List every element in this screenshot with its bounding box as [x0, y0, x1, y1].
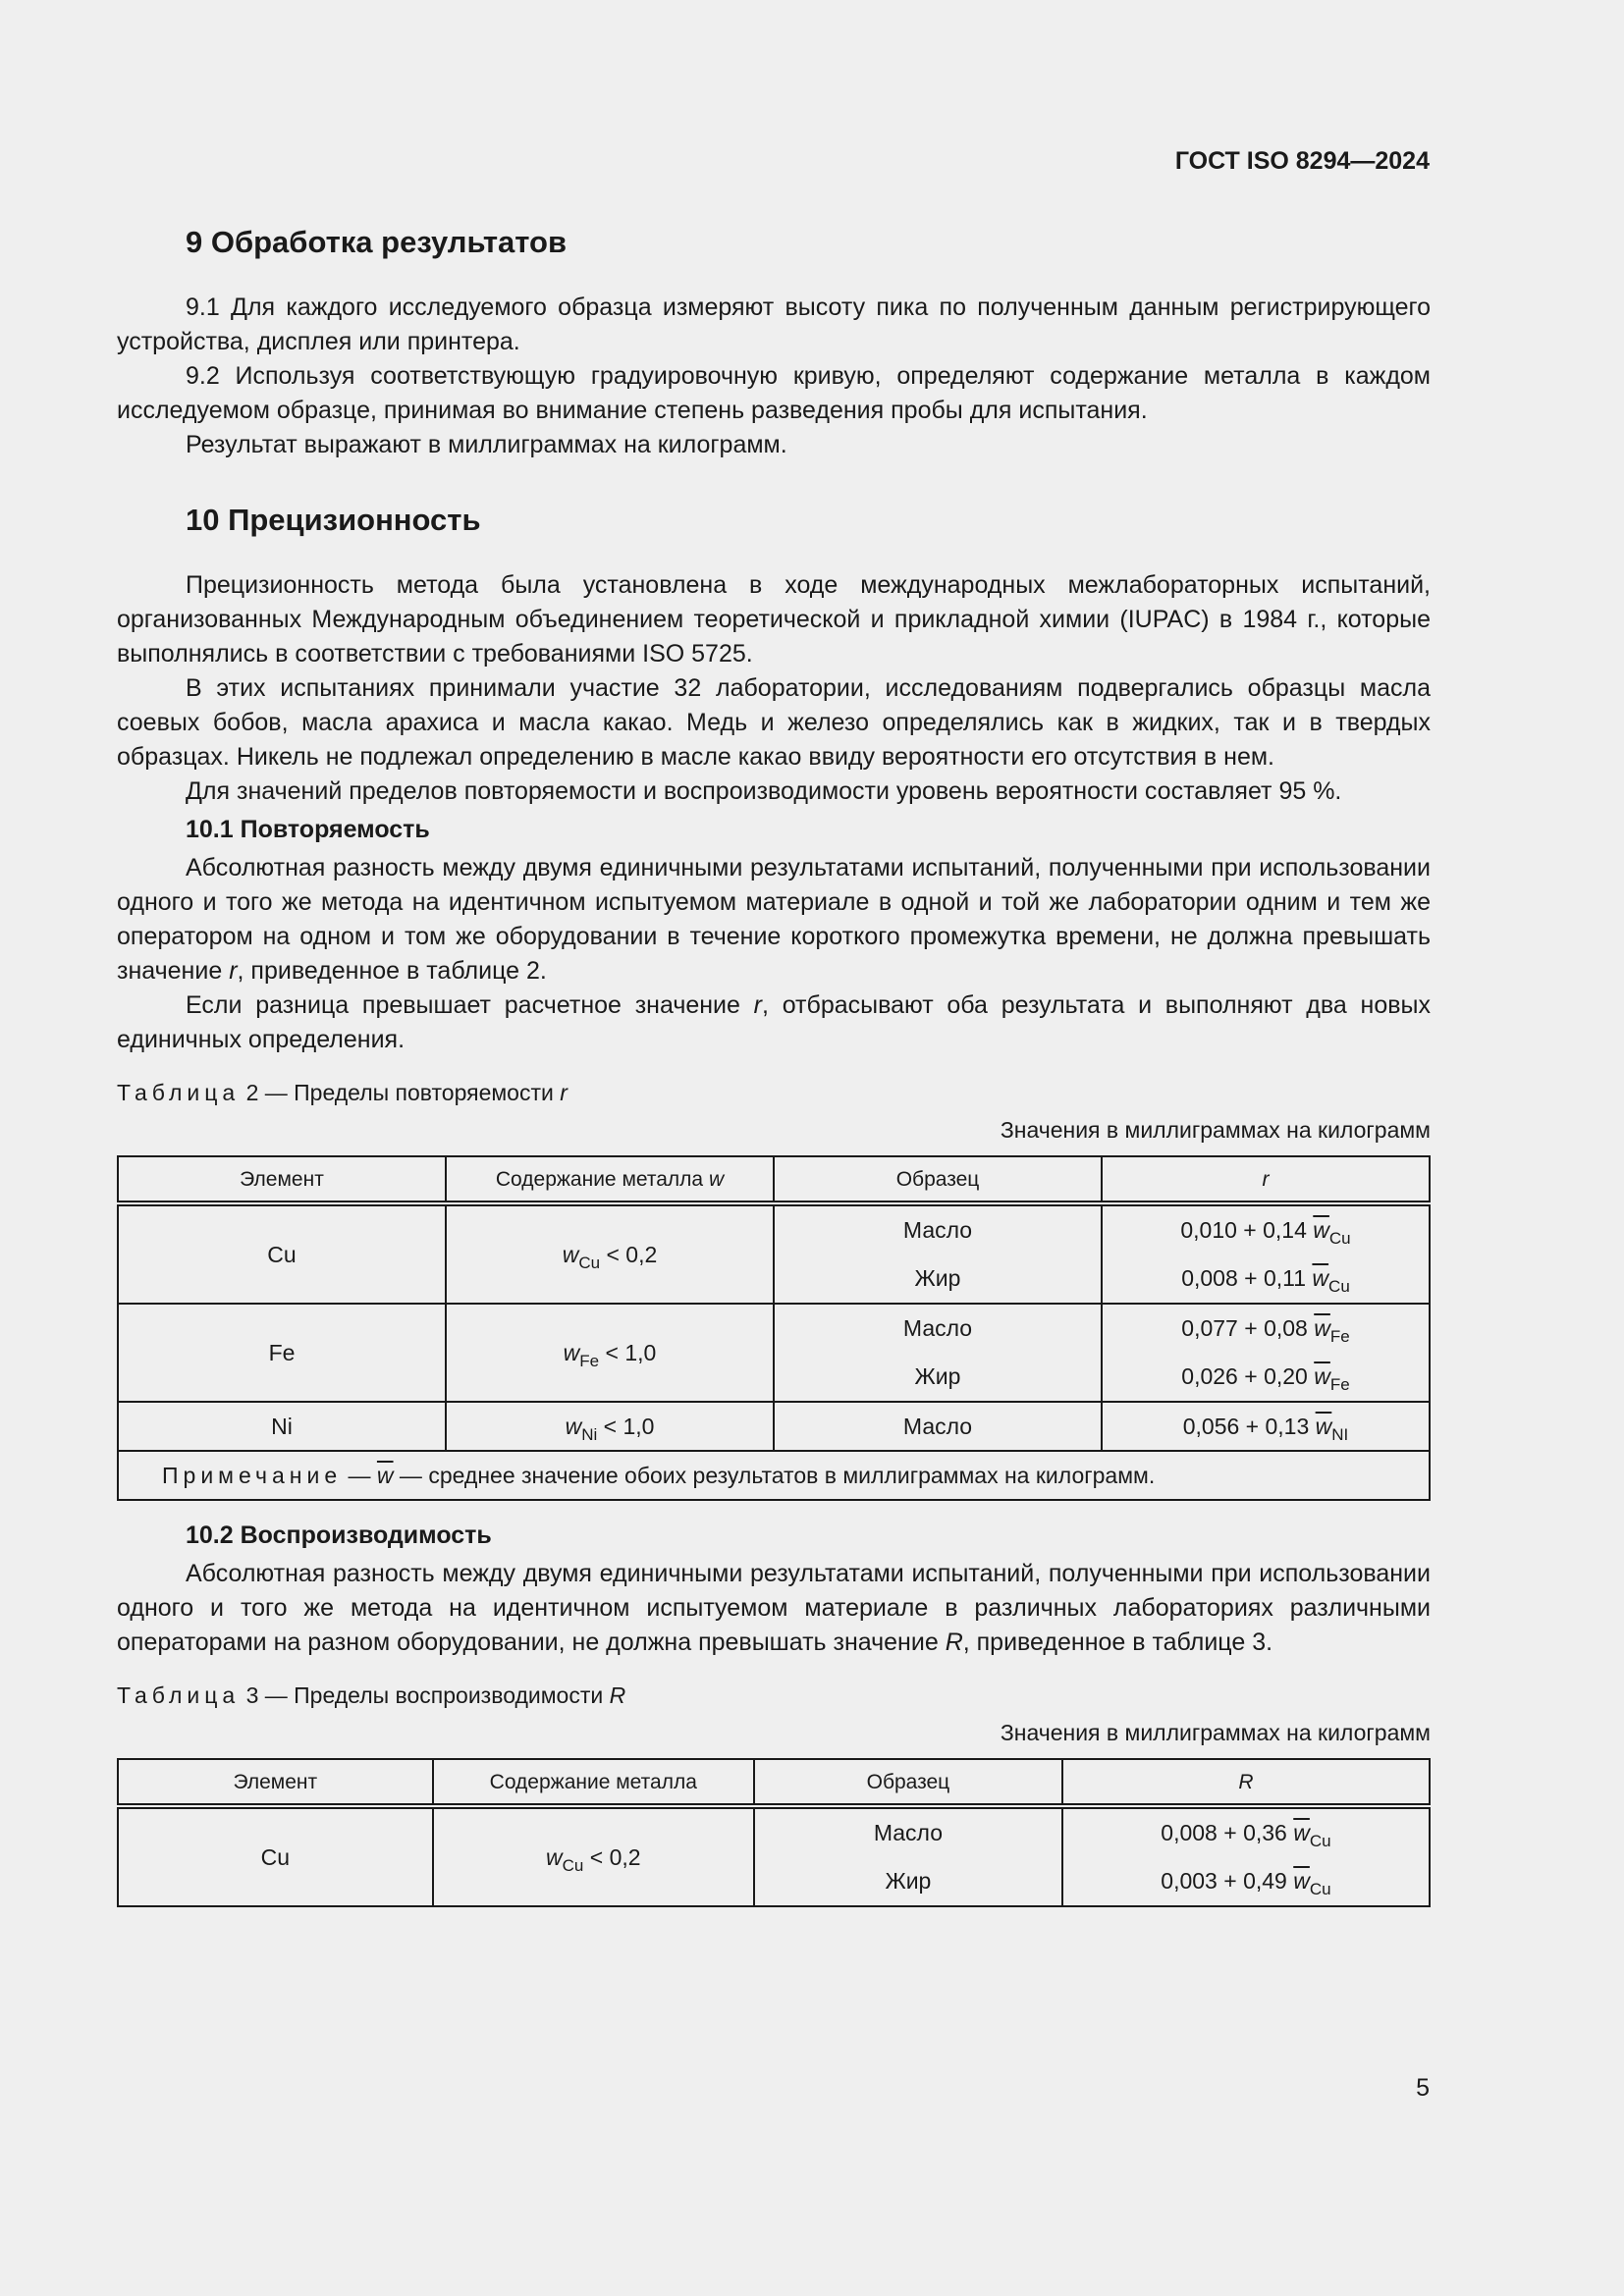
symbol-sub: Cu — [578, 1253, 601, 1272]
text-run: , приведенное в таблице 2. — [237, 957, 547, 985]
limit-formula — [1069, 1857, 1423, 1905]
formula-sub: Fe — [1329, 1375, 1350, 1394]
table-row — [118, 1203, 1430, 1304]
caption-label: Таблица — [117, 1080, 241, 1105]
cell-element: Ni — [118, 1402, 446, 1451]
table-3-units: Значения в миллиграммах на килограмм — [1000, 1720, 1431, 1745]
paragraph-10-2-definition — [117, 1557, 1431, 1660]
limit-formula — [1109, 1353, 1423, 1401]
caption-symbol: r — [560, 1080, 568, 1105]
cell-content — [446, 1402, 774, 1451]
cell-element: Cu — [118, 1806, 433, 1906]
mean-w: $\overline{w}$ — [1313, 1217, 1329, 1243]
symbol-w: w — [565, 1413, 582, 1439]
text-run: Если разница превышает расчетное значение — [186, 991, 754, 1019]
header-symbol: w — [708, 1167, 725, 1191]
table-3-caption — [117, 1680, 1431, 1711]
limit-formula — [1109, 1206, 1423, 1255]
table-3-reproducibility — [117, 1758, 1431, 1907]
header-text: Содержание металла — [495, 1167, 709, 1191]
caption-text: 2 — Пределы повторяемости — [240, 1080, 561, 1105]
cell-sample — [754, 1806, 1062, 1906]
table-header-row — [118, 1759, 1430, 1806]
header-symbol: R — [1238, 1770, 1254, 1793]
cell-element: Cu — [118, 1203, 446, 1304]
table-row — [118, 1806, 1430, 1906]
paragraph-9-result: Результат выражают в миллиграммах на килограмм. — [186, 431, 787, 458]
page-number: 5 — [1416, 2074, 1430, 2102]
sample-name: Масло — [902, 1315, 973, 1341]
cell-element: Fe — [118, 1304, 446, 1402]
formula-sub: Cu — [1309, 1832, 1331, 1850]
table-row — [118, 1304, 1430, 1402]
symbol-sub: Fe — [579, 1351, 600, 1370]
table-2-repeatability — [117, 1155, 1431, 1501]
cell-limit — [1102, 1304, 1430, 1402]
condition: < 1,0 — [597, 1413, 655, 1439]
mean-w: $\overline{w}$ — [1314, 1315, 1330, 1341]
formula-text: 0,008 + 0,11 — [1181, 1265, 1313, 1291]
cell-limit — [1102, 1402, 1430, 1451]
symbol-R: R — [945, 1629, 963, 1656]
limit-formula — [1109, 1305, 1423, 1353]
note-text: — среднее значение обоих результатов в миллиграммах на килограмм. — [393, 1462, 1156, 1488]
paragraph-9-2: 9.2 Используя соответствующую градуировочную кривую, определяют содержание металла в каждом исследуемом образце, принимая во внимание степень разведения пробы для испытания. — [117, 362, 1431, 424]
formula-sub: Fe — [1329, 1327, 1350, 1346]
cell-content — [446, 1203, 774, 1304]
mean-w: $\overline{w}$ — [1314, 1363, 1330, 1389]
symbol-sub: Ni — [581, 1424, 598, 1444]
cell-limit — [1102, 1203, 1430, 1304]
table-2-caption — [117, 1077, 1431, 1108]
section-10-title: 10 Прецизионность — [186, 503, 481, 537]
symbol-w: w — [563, 1339, 580, 1365]
sample-name: Масло — [902, 1217, 973, 1243]
condition: < 0,2 — [600, 1241, 658, 1267]
formula-text: 0,056 + 0,13 — [1182, 1413, 1316, 1439]
caption-symbol: R — [609, 1682, 626, 1708]
mean-w: $\overline{w}$ — [1315, 1413, 1332, 1439]
header-content: Содержание металла — [433, 1759, 754, 1806]
sample-name: Жир — [914, 1265, 961, 1291]
mean-w: $\overline{w}$ — [1293, 1868, 1310, 1894]
limit-formula — [1109, 1255, 1423, 1303]
formula-sub: NI — [1331, 1424, 1349, 1444]
header-element: Элемент — [118, 1759, 433, 1806]
page-content — [117, 220, 1431, 1907]
header-content — [446, 1156, 774, 1203]
paragraph-10-1-exceed — [117, 988, 1431, 1057]
subsection-10-1-title: 10.1 Повторяемость — [186, 816, 430, 843]
paragraph-10-probability: Для значений пределов повторяемости и воспроизводимости уровень вероятности составляет 95 %. — [186, 777, 1342, 805]
table-row — [118, 1402, 1430, 1451]
table-2-units: Значения в миллиграммах на килограмм — [1000, 1117, 1431, 1143]
text-run: , отбрасывают оба результата и выполняют два новых единичных определения. — [117, 991, 1431, 1053]
header-element: Элемент — [118, 1156, 446, 1203]
text-run: Абсолютная разность между двумя единичными результатами испытаний, полученными при использовании одного и того же метода на идентичном испытуемом материале в различных лабораториях различными операторами на разном оборудовании, не должна превышать значение — [117, 1560, 1431, 1656]
header-limit — [1102, 1156, 1430, 1203]
formula-sub: Cu — [1328, 1229, 1351, 1248]
formula-sub: Cu — [1309, 1880, 1331, 1898]
cell-sample — [774, 1203, 1102, 1304]
note-label: Примечание — [162, 1462, 343, 1488]
condition: < 1,0 — [599, 1339, 657, 1365]
text-run: Абсолютная разность между двумя единичными результатами испытаний, полученными при использовании одного и того же метода на идентичном испытуемом материале в одной и той же лаборатории одним и тем же оператором на одном и том же оборудовании в течение короткого промежутка времени, не должна превышать значение — [117, 854, 1431, 985]
formula-sub: Cu — [1328, 1277, 1350, 1296]
subsection-10-2-title: 10.2 Воспроизводимость — [186, 1522, 492, 1549]
caption-label: Таблица — [117, 1682, 241, 1708]
formula-text: 0,026 + 0,20 — [1181, 1363, 1315, 1389]
sample-name: Масло — [873, 1820, 943, 1845]
standard-code: ГОСТ ISO 8294—2024 — [1174, 147, 1430, 175]
formula-text: 0,003 + 0,49 — [1161, 1868, 1294, 1894]
caption-text: 3 — Пределы воспроизводимости — [240, 1682, 610, 1708]
symbol-w: w — [562, 1241, 579, 1267]
table-note — [118, 1451, 1430, 1500]
cell-content — [446, 1304, 774, 1402]
cell-sample: Масло — [774, 1402, 1102, 1451]
sample-name: Жир — [885, 1868, 932, 1894]
mean-w: $\overline{w}$ — [1312, 1265, 1329, 1291]
header-limit — [1062, 1759, 1430, 1806]
formula-text: 0,010 + 0,14 — [1180, 1217, 1314, 1243]
limit-formula — [1069, 1809, 1423, 1857]
symbol-r: r — [753, 991, 762, 1019]
note-dash: — — [342, 1462, 377, 1488]
paragraph-10-trials: В этих испытаниях принимали участие 32 лаборатории, исследованиям подвергались образцы масла соевых бобов, масла арахиса и масла какао. Медь и железо определялись как в жидких, так и в твердых образцах. Никель не подлежал определению в масле какао ввиду вероятности его отсутствия в нем. — [117, 674, 1431, 771]
text-run: , приведенное в таблице 3. — [962, 1629, 1273, 1656]
header-sample: Образец — [774, 1156, 1102, 1203]
paragraph-9-1: 9.1 Для каждого исследуемого образца измеряют высоту пика по полученным данным регистрирующего устройства, дисплея или принтера. — [117, 294, 1431, 355]
section-9-title: 9 Обработка результатов — [186, 225, 568, 259]
symbol-w: w — [546, 1843, 563, 1870]
cell-sample — [774, 1304, 1102, 1402]
paragraph-10-intro: Прецизионность метода была установлена в ходе международных межлабораторных испытаний, организованных Международным объединением теоретической и прикладной химии (IUPAC) в 1984 г., которые выполнялись в соответствии с требованиями ISO 5725. — [117, 571, 1431, 667]
mean-w: $\overline{w}$ — [1293, 1820, 1310, 1845]
symbol-r: r — [229, 957, 238, 985]
mean-w: $\overline{w}$ — [376, 1462, 394, 1488]
condition: < 0,2 — [583, 1843, 641, 1870]
cell-limit — [1062, 1806, 1430, 1906]
formula-text: 0,077 + 0,08 — [1181, 1315, 1315, 1341]
header-symbol: r — [1262, 1167, 1270, 1191]
formula-text: 0,008 + 0,36 — [1161, 1820, 1294, 1845]
table-note-row — [118, 1451, 1430, 1500]
cell-content — [433, 1806, 754, 1906]
table-header-row — [118, 1156, 1430, 1203]
symbol-sub: Cu — [562, 1855, 584, 1875]
sample-name: Жир — [914, 1363, 961, 1389]
header-sample: Образец — [754, 1759, 1062, 1806]
paragraph-10-1-definition — [117, 851, 1431, 988]
